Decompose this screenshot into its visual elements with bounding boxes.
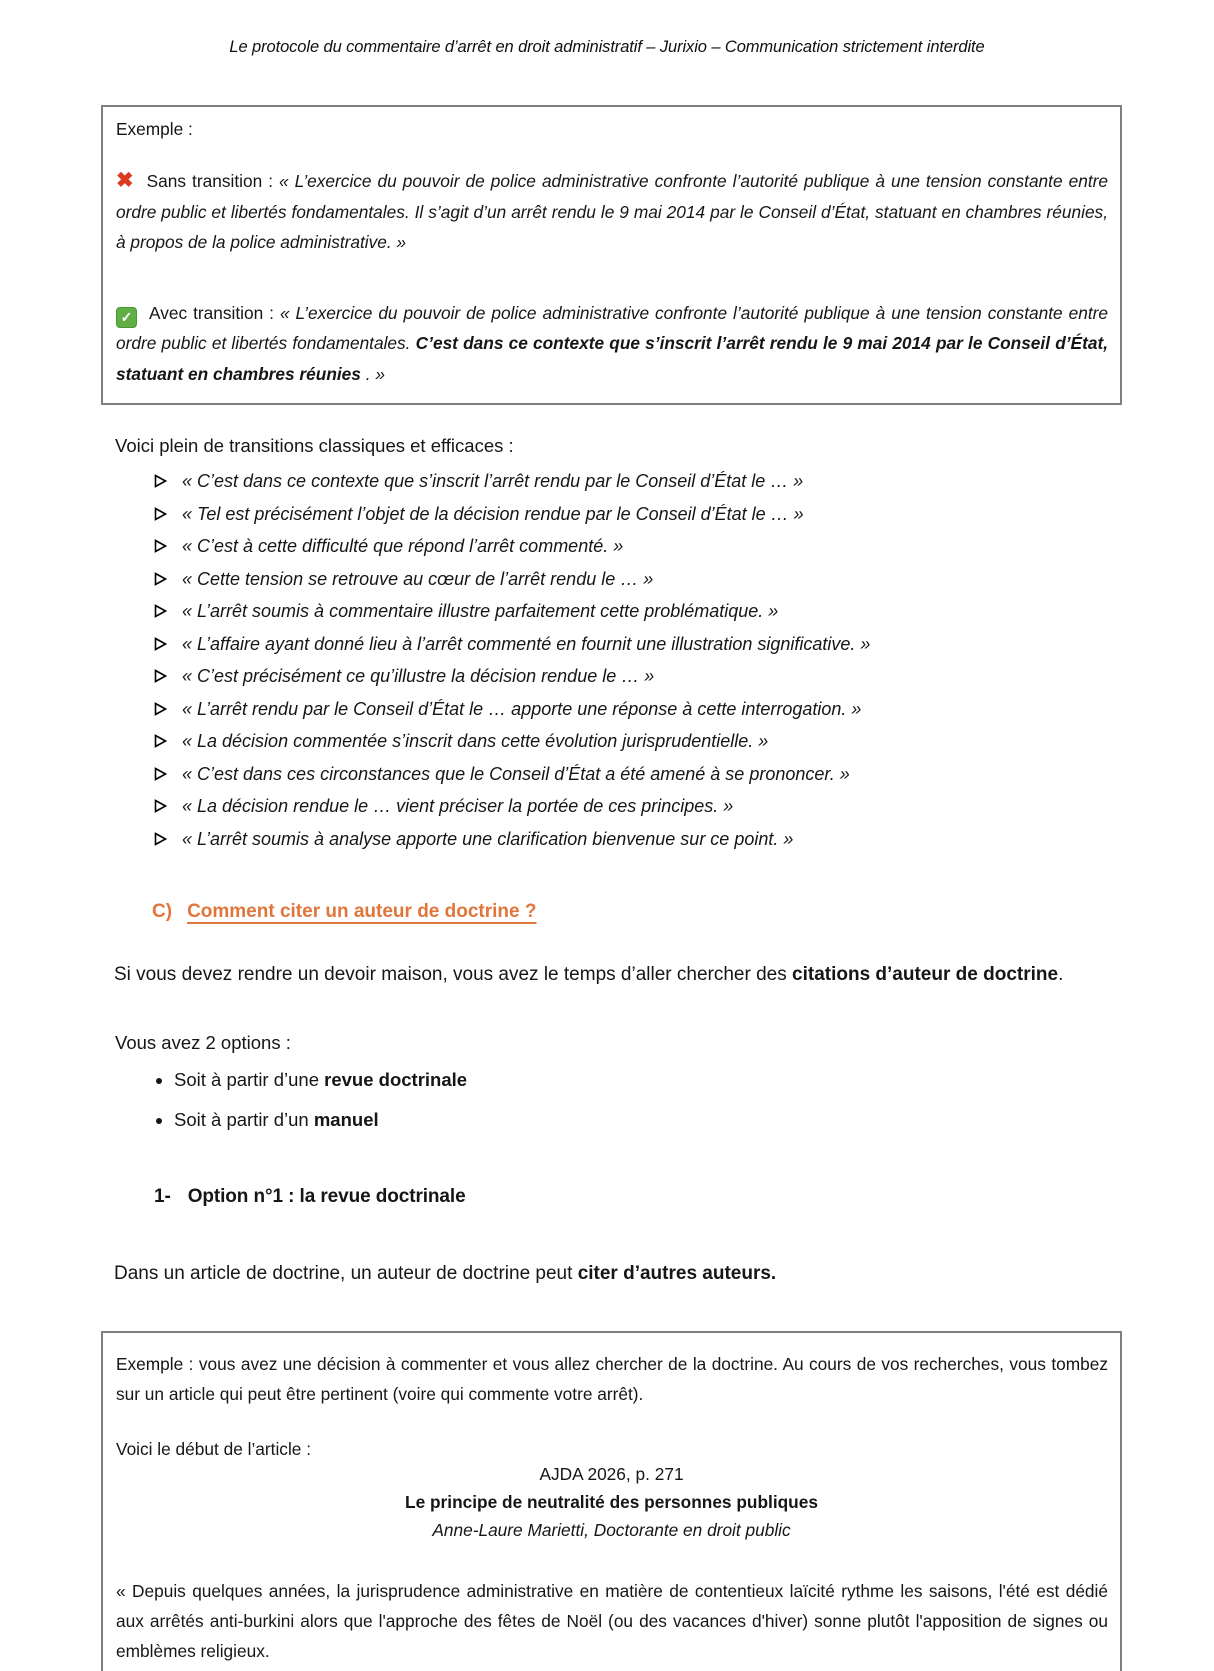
arrow-bullet-icon [154,799,167,813]
section-number: C) [152,901,173,922]
transition-item [154,660,1106,693]
arrow-bullet-icon [154,539,167,553]
transition-text: « C’est à cette difficulté que répond l’arrêt commenté. » [182,536,624,556]
arrow-bullet-icon [154,767,167,781]
option-2-bold: manuel [313,1109,379,1130]
arrow-bullet-icon [154,474,167,488]
no-transition-quote: « L’exercice du pouvoir de police administrative confronte l’autorité publique à une tension constante entre ordre public et libertés fondamentales. Il s’agit d’un arrêt rendu le 9 mai 2014 par le Conseil d’État, statuant en chambres réunies, à propos de la police administrative. » [116,171,1108,252]
section-title: Comment citer un auteur de doctrine ? [187,901,537,922]
transition-text: « L’arrêt soumis à analyse apporte une clarification bienvenue sur ce point. » [182,828,794,849]
paragraph-citations [114,957,1106,992]
paragraph-citations-bold: citations d’auteur de doctrine [792,964,1059,985]
option-1-text: Soit à partir d’une [174,1069,325,1090]
no-transition-paragraph [116,166,1108,258]
example-box-transition [101,105,1122,405]
arrow-bullet-icon [154,604,167,618]
transition-text: « Tel est précisément l’objet de la décision rendue par le Conseil d’État le … » [182,503,804,524]
example-label: Exemple : [116,119,193,139]
arrow-bullet-icon [154,669,167,683]
transition-item [154,790,1106,823]
section-heading-c [152,901,1106,923]
transition-item [154,563,1106,596]
transition-item [154,530,1106,563]
subheading-number: 1- [154,1186,171,1207]
paragraph-citations-end: . [1058,964,1064,985]
paragraph-article [114,1256,1106,1291]
paragraph-article-text: Dans un article de doctrine, un auteur de doctrine peut [114,1263,578,1284]
transition-text: « L’arrêt rendu par le Conseil d’État le … apporte une réponse à cette interrogation. » [182,698,862,719]
paragraph-citations-text: Si vous devez rendre un devoir maison, vous avez le temps d’aller chercher des [114,964,793,985]
transition-text: « C’est dans ce contexte que s’inscrit l’arrêt rendu par le Conseil d’État le … » [182,471,804,491]
page-header: Le protocole du commentaire d’arrêt en droit administratif – Jurixio – Communication strictement interdite [229,38,985,56]
article-title: Le principe de neutralité des personnes publiques [405,1492,818,1512]
check-mark-icon: ✓ [116,307,137,328]
page-content [114,105,1106,1671]
example2-intro: Exemple : vous avez une décision à commenter et vous allez chercher de la doctrine. Au cours de vos recherches, vous tombez sur un article qui peut être pertinent (voire qui commente votre arrêt). [116,1354,1108,1404]
arrow-bullet-icon [154,572,167,586]
article-excerpt: « Depuis quelques années, la jurisprudence administrative en matière de contentieux laïcité rythme les saisons, l'été est dédié aux arrêtés anti-burkini alors que l'approche des fêtes de Noël (ou des vacances d'hiver) sonne plutôt l'apposition de signes ou emblèmes religieux. [116,1581,1108,1661]
arrow-bullet-icon [154,507,167,521]
option-item-manuel [174,1100,1106,1140]
options-list [114,1060,1106,1140]
transition-text: « Cette tension se retrouve au cœur de l’arrêt rendu le … » [182,568,654,589]
transition-item [154,823,1106,856]
transition-item [154,465,1106,498]
article-lead: Voici le début de l’article : [116,1439,312,1459]
subheading-title: Option n°1 : la revue doctrinale [187,1186,466,1207]
transition-text: « La décision rendue le … vient préciser la portée de ces principes. » [182,796,734,816]
with-transition-prefix: Avec transition : [149,302,280,323]
transition-item [154,595,1106,628]
transition-item [154,758,1106,791]
transition-item [154,725,1106,758]
option-1-bold: revue doctrinale [324,1069,468,1090]
transition-text: « C’est précisément ce qu’illustre la décision rendue le … » [182,666,655,686]
option-2-text: Soit à partir d’un [174,1109,314,1130]
cross-mark-icon: ✖ [116,169,134,192]
arrow-bullet-icon [154,637,167,651]
transition-text: « La décision commentée s’inscrit dans cette évolution jurisprudentielle. » [182,731,769,751]
arrow-bullet-icon [154,702,167,716]
journal-ref: AJDA 2026, p. 271 [539,1464,684,1484]
transitions-list [114,465,1106,855]
arrow-bullet-icon [154,832,167,846]
arrow-bullet-icon [154,734,167,748]
transitions-intro: Voici plein de transitions classiques et efficaces : [115,435,514,456]
with-transition-quote-bold: C’est dans ce contexte que s’inscrit l’arrêt rendu le 9 mai 2014 par le Conseil d’État, statuant en chambres réunies [116,333,1108,384]
transition-item [154,693,1106,726]
transition-item [154,498,1106,531]
transition-text: « L’affaire ayant donné lieu à l’arrêt commenté en fournit une illustration significative. » [182,633,871,654]
article-author: Anne-Laure Marietti, Doctorante en droit public [432,1520,791,1540]
with-transition-quote-normal: « L’exercice du pouvoir de police administrative confronte l’autorité publique à une tension constante entre ordre public et libertés fondamentales. [116,302,1108,353]
transition-text: « C’est dans ces circonstances que le Conseil d’État a été amené à se prononcer. » [182,763,850,784]
with-transition-quote-end: . » [365,363,385,384]
no-transition-prefix: Sans transition : [146,171,280,191]
transition-item [154,628,1106,661]
example-box-doctrine [101,1331,1122,1671]
subheading-option1 [154,1186,1106,1208]
options-intro: Vous avez 2 options : [115,1032,291,1053]
transition-text: « L’arrêt soumis à commentaire illustre parfaitement cette problématique. » [182,601,779,621]
with-transition-paragraph [116,298,1108,390]
option-item-revue [174,1060,1106,1100]
paragraph-article-bold: citer d’autres auteurs. [577,1263,777,1284]
